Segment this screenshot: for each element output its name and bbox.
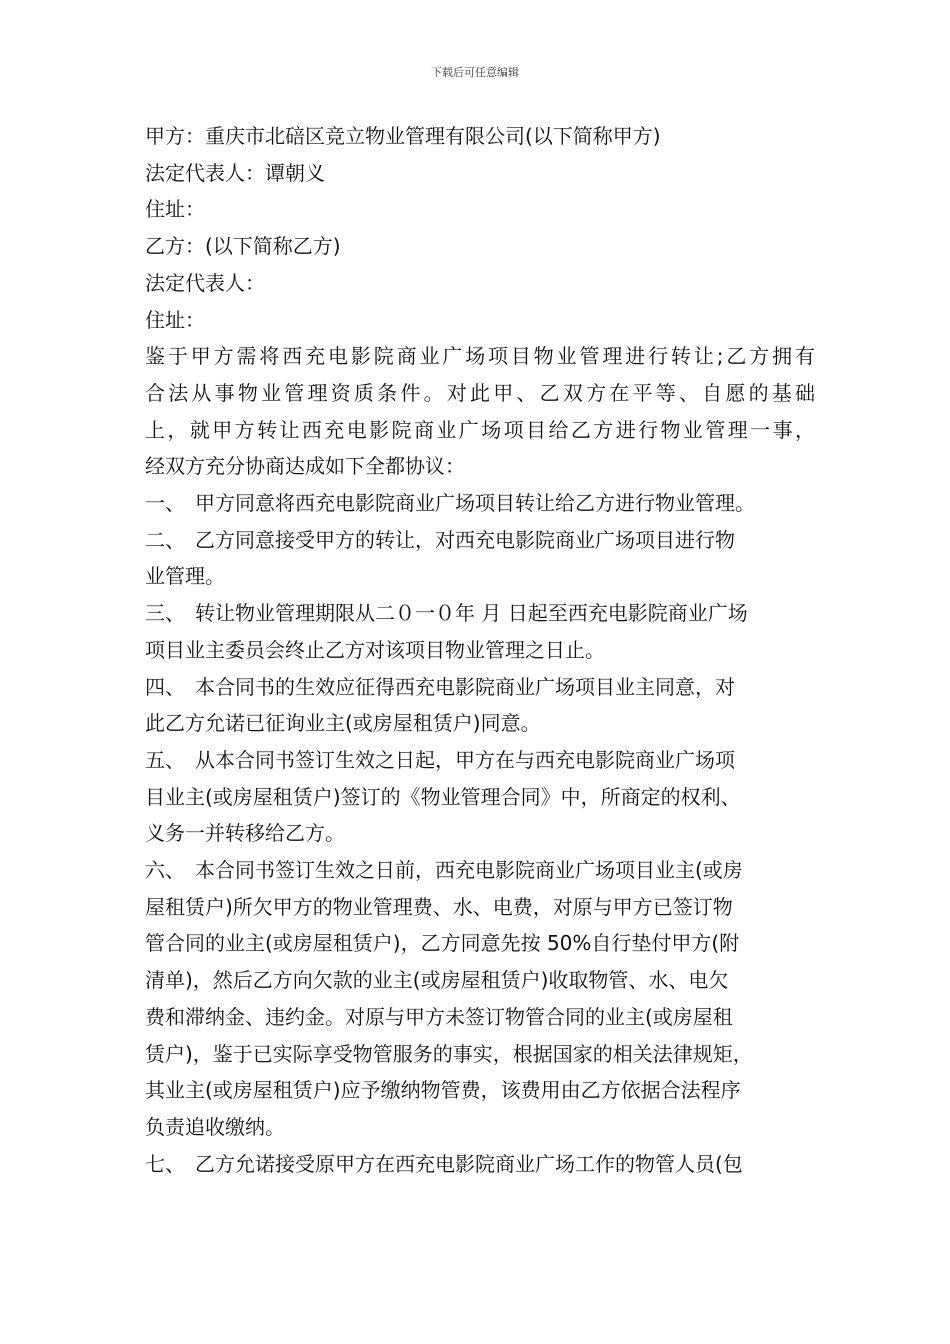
clause-text: 甲方同意将西充电影院商业广场项目转让给乙方进行物业管理。 xyxy=(195,491,755,516)
clause-number: 三、 xyxy=(145,601,185,626)
clause-number: 五、 xyxy=(145,747,185,772)
preamble-line: 上，就甲方转让西充电影院商业广场项目给乙方进行物业管理一事， xyxy=(145,417,815,442)
clause-2 xyxy=(145,522,815,559)
clause-number: 四、 xyxy=(145,674,185,699)
clause-text: 本合同书的生效应征得西充电影院商业广场项目业主同意，对 xyxy=(195,674,735,699)
clause-text: 乙方允诺接受原甲方在西充电影院商业广场工作的物管人员(包 xyxy=(195,1151,743,1176)
clause-text: 本合同书签订生效之日前，西充电影院商业广场项目业主(或房 xyxy=(195,858,743,883)
clause-6 xyxy=(145,852,815,889)
clause-number: 六、 xyxy=(145,858,185,883)
preamble-line: 合法从事物业管理资质条件。对此甲、乙双方在平等、自愿的基础 xyxy=(145,380,815,405)
clause-text: 费和滞纳金、违约金。对原与甲方未签订物管合同的业主(或房屋租 xyxy=(145,1004,733,1029)
party-b-line: 乙方：(以下简称乙方) xyxy=(145,234,341,259)
clause-number: 一、 xyxy=(145,491,185,516)
clause-text: 项目业主委员会终止乙方对该项目物业管理之日止。 xyxy=(145,637,605,662)
clause-text: 此乙方允诺已征询业主(或房屋租赁户)同意。 xyxy=(145,711,541,736)
clause-text: 义务一并转移给乙方。 xyxy=(145,821,345,846)
clause-text: 屋租赁户)所欠甲方的物业管理费、水、电费，对原与甲方已签订物 xyxy=(145,894,733,919)
preamble-line: 经双方充分协商达成如下全都协议： xyxy=(145,454,465,479)
document-body xyxy=(145,118,815,1182)
party-a-address: 住址： xyxy=(145,197,205,222)
clause-text: 赁户)，鉴于已实际享受物管服务的事实，根据国家的相关法律规矩， xyxy=(145,1041,753,1066)
clause-text: 乙方同意接受甲方的转让，对西充电影院商业广场项目进行物 xyxy=(195,527,735,552)
clause-text: 转让物业管理期限从二０一０年 月 日起至西充电影院商业广场 xyxy=(195,601,748,626)
clause-text: 负责追收缴纳。 xyxy=(145,1114,285,1139)
clause-text: 目业主(或房屋租赁户)签订的《物业管理合同》中，所商定的权利、 xyxy=(145,784,741,809)
clause-4 xyxy=(145,669,815,706)
clause-5 xyxy=(145,742,815,779)
clause-text: 业管理。 xyxy=(145,564,225,589)
preamble-line: 鉴于甲方需将西充电影院商业广场项目物业管理进行转让;乙方拥有 xyxy=(145,344,815,369)
party-b-representative: 法定代表人： xyxy=(145,270,265,295)
page-header: 下载后可任意编辑 xyxy=(431,66,519,79)
clause-text: 从本合同书签订生效之日起，甲方在与西充电影院商业广场项 xyxy=(195,747,735,772)
clause-7 xyxy=(145,1146,815,1183)
clause-text: 管合同的业主(或房屋租赁户)，乙方同意先按 50%自行垫付甲方(附 xyxy=(145,931,740,956)
clause-1 xyxy=(145,485,815,522)
clause-number: 七、 xyxy=(145,1151,185,1176)
clause-text: 其业主(或房屋租赁户)应予缴纳物管费，该费用由乙方依据合法程序 xyxy=(145,1078,741,1103)
party-a-representative: 法定代表人：谭朝义 xyxy=(145,160,325,185)
clause-3 xyxy=(145,595,815,632)
party-a-line: 甲方：重庆市北碚区竞立物业管理有限公司(以下简称甲方) xyxy=(145,124,661,148)
clause-text: 清单)，然后乙方向欠款的业主(或房屋租赁户)收取物管、水、电欠 xyxy=(145,968,729,993)
party-b-address: 住址： xyxy=(145,307,205,332)
clause-number: 二、 xyxy=(145,527,185,552)
